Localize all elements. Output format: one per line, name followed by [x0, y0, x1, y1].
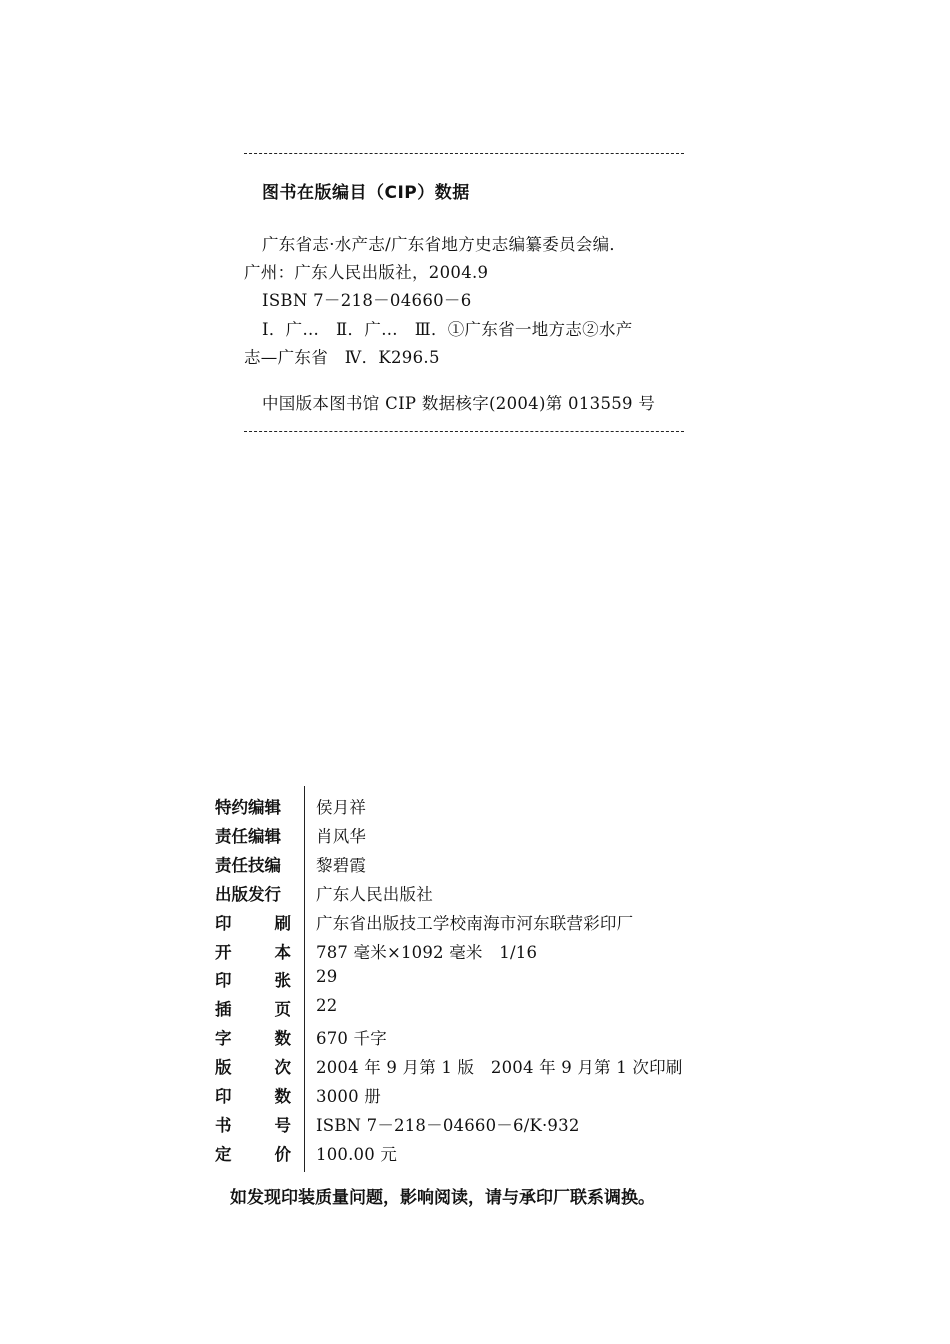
info-label — [215, 910, 291, 934]
info-label-part: 刷 — [274, 913, 291, 933]
info-label-part: 印 — [215, 1087, 232, 1106]
info-value: 22 — [316, 996, 338, 1016]
info-label — [215, 939, 291, 963]
info-label — [215, 823, 291, 847]
info-label — [215, 1054, 291, 1078]
cip-line-2: 广州：广东人民出版社，2004.9 — [244, 263, 489, 282]
cip-top-rule — [244, 153, 684, 154]
info-label — [215, 967, 291, 991]
info-label — [215, 794, 291, 818]
cip-line-5: 志—广东省 Ⅳ．K296.5 — [244, 348, 440, 367]
info-label-part: 责任编辑 — [215, 826, 281, 846]
info-value: 3000 册 — [316, 1087, 381, 1106]
info-label-part: 字 — [215, 1029, 232, 1049]
info-divider-line — [304, 786, 305, 1172]
info-label-part: 本 — [274, 942, 291, 962]
info-value: 侯月祥 — [316, 798, 367, 817]
info-label-part: 书 — [215, 1115, 232, 1135]
info-label-part: 印 — [215, 971, 232, 991]
info-value: 100.00 元 — [316, 1144, 398, 1164]
info-label-part: 责任技编 — [215, 855, 281, 875]
info-value: 广东人民出版社 — [316, 884, 433, 904]
info-label — [215, 1025, 291, 1049]
cip-line-4: Ⅰ．广… Ⅱ．广… Ⅲ．①广东省一地方志②水产 — [262, 320, 633, 339]
info-value: 670 千字 — [316, 1029, 387, 1049]
info-label-part: 次 — [274, 1058, 291, 1078]
cip-isbn: ISBN 7－218－04660－6 — [262, 291, 472, 310]
info-value: 29 — [316, 967, 338, 987]
info-label — [215, 996, 291, 1020]
info-value: 2004 年 9 月第 1 版 2004 年 9 月第 1 次印刷 — [316, 1058, 683, 1078]
info-label-part: 数 — [274, 1087, 291, 1106]
info-label-part: 数 — [274, 1029, 291, 1049]
info-value: 787 毫米×1092 毫米 1/16 — [316, 942, 538, 962]
info-label-part: 插 — [215, 1000, 232, 1020]
cip-bottom-rule — [244, 431, 684, 432]
info-label-part: 开 — [215, 942, 232, 962]
info-label — [215, 1112, 291, 1136]
info-label — [215, 881, 291, 905]
info-label-part: 价 — [274, 1144, 291, 1164]
info-value: ISBN 7－218－04660－6/K·932 — [316, 1115, 580, 1135]
info-label-part: 特约编辑 — [215, 798, 281, 817]
info-value: 肖风华 — [316, 826, 367, 846]
info-label-part: 印 — [215, 913, 232, 933]
info-label — [215, 1141, 291, 1165]
info-label-part: 页 — [274, 1000, 291, 1020]
info-value: 广东省出版技工学校南海市河东联营彩印厂 — [316, 913, 634, 933]
info-label — [215, 1083, 291, 1107]
info-label-part: 版 — [215, 1058, 232, 1078]
info-value: 黎碧霞 — [316, 855, 367, 875]
info-label-part: 号 — [274, 1115, 291, 1135]
cip-title: 图书在版编目（CIP）数据 — [262, 183, 470, 203]
cip-line-1: 广东省志·水产志/广东省地方史志编纂委员会编． — [262, 235, 627, 254]
quality-notice: 如发现印装质量问题，影响阅读，请与承印厂联系调换。 — [230, 1188, 655, 1208]
info-label-part: 出版发行 — [215, 884, 281, 904]
info-label-part: 张 — [274, 971, 291, 991]
cip-verify-number: 中国版本图书馆 CIP 数据核字(2004)第 013559 号 — [262, 394, 656, 413]
info-label — [215, 852, 291, 876]
info-label-part: 定 — [215, 1144, 232, 1164]
